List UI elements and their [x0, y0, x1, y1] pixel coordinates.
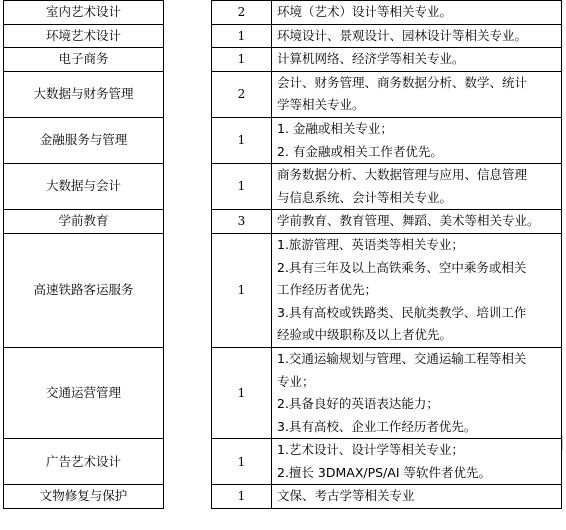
requirement-line: 学前教育、教育管理、舞蹈、美术等相关专业。	[277, 213, 540, 229]
requirements	[272, 485, 562, 509]
requirements	[272, 48, 562, 72]
requirement-line: 计算机网络、经济学等相关专业。	[277, 51, 465, 67]
requirements	[272, 164, 562, 210]
requirement-line: 1.艺术设计、设计学等相关专业；	[277, 442, 464, 458]
headcount: 1	[212, 233, 272, 347]
positions-table-body	[4, 1, 562, 509]
requirement-line: 3.具有高校、企业工作经历者优先。	[277, 418, 477, 434]
major-name: 室内艺术设计	[4, 1, 164, 25]
spacer-cell	[164, 233, 212, 347]
spacer-cell	[164, 164, 212, 210]
requirement-line: 工作经历者优先；	[277, 282, 378, 298]
table-row	[4, 24, 562, 48]
requirements	[272, 233, 562, 347]
major-name: 学前教育	[4, 210, 164, 234]
table-row	[4, 117, 562, 163]
spacer-cell	[164, 485, 212, 509]
requirements	[272, 24, 562, 48]
table-row	[4, 233, 562, 347]
table-row	[4, 71, 562, 117]
requirements	[272, 71, 562, 117]
spacer-cell	[164, 210, 212, 234]
table-row	[4, 48, 562, 72]
table-row	[4, 210, 562, 234]
spacer-cell	[164, 439, 212, 485]
spacer-cell	[164, 24, 212, 48]
requirement-line: 2.具有三年及以上高铁乘务、空中乘务或相关	[277, 259, 527, 275]
headcount: 1	[212, 164, 272, 210]
major-name: 大数据与财务管理	[4, 71, 164, 117]
major-name: 金融服务与管理	[4, 117, 164, 163]
requirement-line: 学等相关专业。	[277, 97, 365, 113]
requirements	[272, 1, 562, 25]
table-row	[4, 439, 562, 485]
major-name: 高速铁路客运服务	[4, 233, 164, 347]
requirement-line: 环境（艺术）设计等相关专业。	[277, 4, 453, 19]
requirements	[272, 117, 562, 163]
table-row	[4, 164, 562, 210]
requirement-line: 2. 有金融或相关工作者优先。	[277, 143, 443, 159]
spacer-cell	[164, 117, 212, 163]
major-name: 交通运营管理	[4, 347, 164, 438]
spacer-cell	[164, 71, 212, 117]
major-name: 广告艺术设计	[4, 439, 164, 485]
headcount: 1	[212, 347, 272, 438]
requirement-line: 经验或中级职称及以上者优先。	[277, 327, 453, 343]
requirements	[272, 210, 562, 234]
requirement-line: 商务数据分析、大数据管理与应用、信息管理	[277, 167, 528, 183]
requirement-line: 专业；	[277, 373, 315, 389]
requirement-line: 文保、考古学等相关专业	[277, 488, 415, 504]
headcount: 2	[212, 71, 272, 117]
requirement-line: 2.擅长 3DMAX/PS/AI 等软件者优先。	[277, 464, 491, 480]
requirement-line: 环境设计、景观设计、园林设计等相关专业。	[277, 27, 528, 43]
major-name: 文物修复与保护	[4, 485, 164, 509]
spacer-cell	[164, 48, 212, 72]
spacer-cell	[164, 347, 212, 438]
major-name: 大数据与会计	[4, 164, 164, 210]
requirement-line: 会计、财务管理、商务数据分析、数学、统计	[277, 74, 528, 90]
spacer-cell	[164, 1, 212, 25]
headcount: 1	[212, 439, 272, 485]
major-name: 电子商务	[4, 48, 164, 72]
requirement-line: 1.旅游管理、英语类等相关专业；	[277, 236, 464, 252]
requirement-line: 与信息系统、会计等相关专业。	[277, 189, 453, 205]
headcount: 1	[212, 48, 272, 72]
table-row	[4, 485, 562, 509]
page-edge-mark	[562, 436, 566, 450]
headcount: 1	[212, 24, 272, 48]
major-name: 环境艺术设计	[4, 24, 164, 48]
positions-table	[3, 0, 562, 509]
requirements	[272, 439, 562, 485]
requirement-line: 1. 金融或相关专业；	[277, 120, 393, 136]
requirement-line: 2.具备良好的英语表达能力；	[277, 396, 439, 412]
requirement-line: 1.交通运输规划与管理、交通运输工程等相关	[277, 350, 527, 366]
headcount: 1	[212, 485, 272, 509]
table-row	[4, 1, 562, 25]
headcount: 3	[212, 210, 272, 234]
requirement-line: 3.具有高校或铁路类、民航类教学、培训工作	[277, 304, 527, 320]
requirements	[272, 347, 562, 438]
headcount: 2	[212, 1, 272, 25]
headcount: 1	[212, 117, 272, 163]
table-row	[4, 347, 562, 438]
